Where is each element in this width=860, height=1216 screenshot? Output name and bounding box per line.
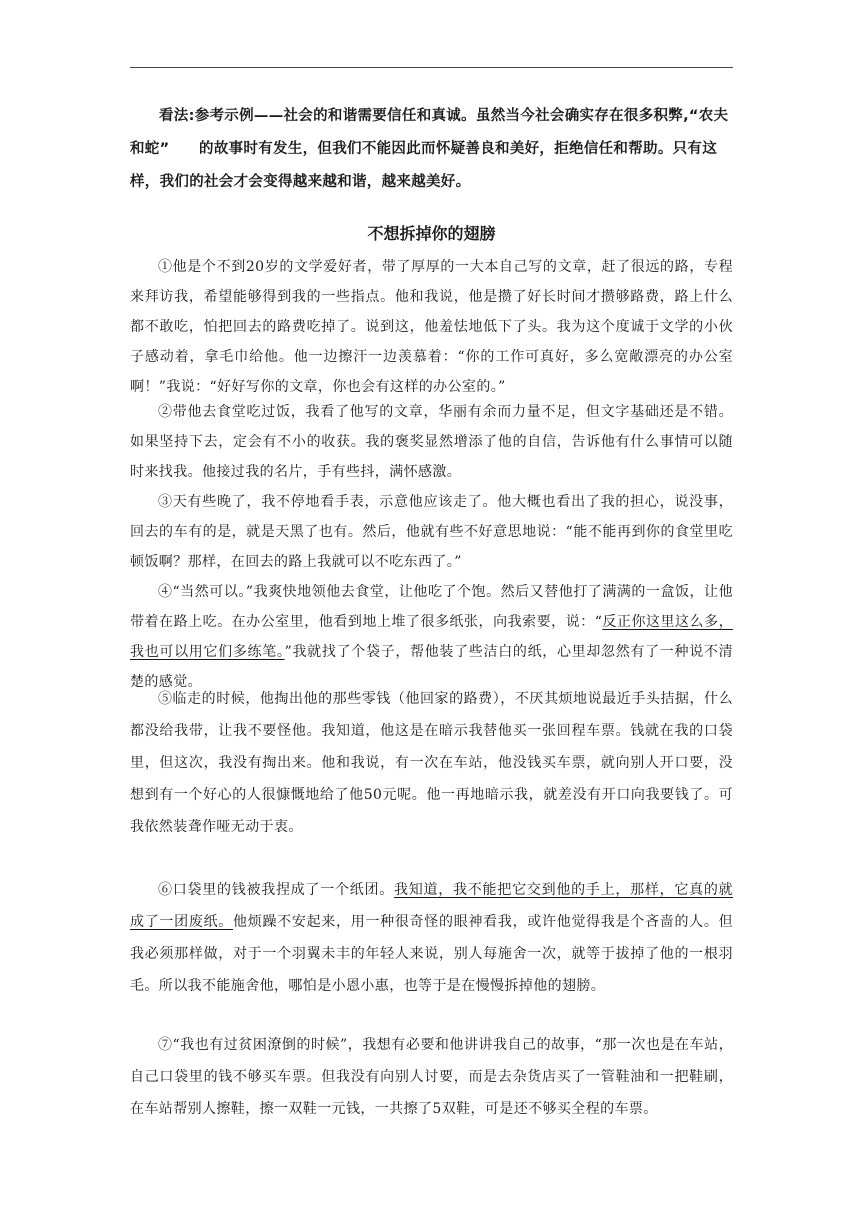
header-rule [130,67,733,68]
paragraph-6 [130,874,733,1002]
paragraph-5: ⑤临走的时候，他掏出他的那些零钱（他回家的路费），不厌其烦地说最近手头拮据，什么都没给我带，让我不要怪他。我知道，他这是在暗示我替他买一张回程车票。钱就在我的口袋里，但这次，我没有掏出来。他和我说，有一次在车站，他没钱买车票，就向别人开口要，没想到有一个好心的人很慷慨地给了他50元呢。他一再地暗示我，就差没有开口向我要钱了。可我依然装聋作哑无动于衷。 [130,691,733,835]
paragraph-6-underlined: 我知道，我不能把它交到他的手上，那样，它真的就成了一团废纸。 [130,882,733,930]
paragraph-2: ②带他去食堂吃过饭，我看了他写的文章，华丽有余而力量不足，但文字基础还是不错。如果坚持下去，定会有不小的收获。我的褒奖显然增添了他的自信，告诉他有什么事情可以随时来找我。他接过我的名片，手有些抖，满怀感激。 [130,404,733,480]
paragraph-1: ①他是个不到20岁的文学爱好者，带了厚厚的一大本自己写的文章，赶了很远的路，专程来拜访我，希望能够得到我的一些指点。他和我说，他是攒了好长时间才攒够路费，路上什么都不敢吃，怕把回去的路费吃掉了。说到这，他羞怯地低下了头。我为这个度诚于文学的小伙子感动着，拿毛巾给他。他一边擦汗一边羡慕着：“你的工作可真好，多么宽敞漂亮的办公室啊！”我说：“好好写你的文章，你也会有这样的办公室的。” [130,259,733,395]
paragraph-4-text-a: ④“当然可以。”我爽快地领他去食堂，让他吃了个饱。然后又替他打了满满的一盒饭，让他带着在路上吃。在办公室里，他看到地上堆了很多纸张，向我索要，说：“ [130,584,733,630]
answer-paragraph: 看法:参考示例——社会的和谐需要信任和真诚。虽然当今社会确实存在很多积弊,“农夫和蛇” 的故事时有发生，但我们不能因此而怀疑善良和美好，拒绝信任和帮助。只有这样，我们的社会才会变得越来越和谐，越来越美好。 [130,108,729,190]
paragraph-4-text-b: ”我就找了个袋子，帮他装了些洁白的纸，心里却忽然有了一种说不清楚的感觉。 [130,644,733,690]
paragraph-4-underlined: 反正你这里这么多，我也可以用它们多练笔。 [130,614,734,660]
paragraph-6-text-b: 他烦躁不安起来，用一种很奇怪的眼神看我，或许他觉得我是个吝啬的人。但我必须那样做，对于一个羽翼未丰的年轻人来说，别人每施舍一次，就等于拔掉了他的一根羽毛。所以我不能施舍他，哪怕是小恩小惠，也等于是在慢慢拆掉他的翅膀。 [130,914,733,994]
article-title: 不想拆掉你的翅膀 [367,224,496,243]
paragraph-6-text-a: ⑥口袋里的钱被我捏成了一个纸团。 [158,882,395,898]
paragraph-7: ⑦“我也有过贫困潦倒的时候”，我想有必要和他讲讲我自己的故事，“那一次也是在车站，自己口袋里的钱不够买车票。但我没有向别人讨要，而是去杂货店买了一管鞋油和一把鞋刷，在车站帮别人擦鞋，擦一双鞋一元钱，一共擦了5双鞋，可是还不够买全程的车票。 [130,1037,733,1117]
paragraph-4 [130,577,733,697]
paragraph-3: ③天有些晚了，我不停地看手表，示意他应该走了。他大概也看出了我的担心，说没事，回去的车有的是，就是天黑了也有。然后，他就有些不好意思地说：“能不能再到你的食堂里吃顿饭啊？那样，在回去的路上我就可以不吃东西了。” [130,494,733,570]
